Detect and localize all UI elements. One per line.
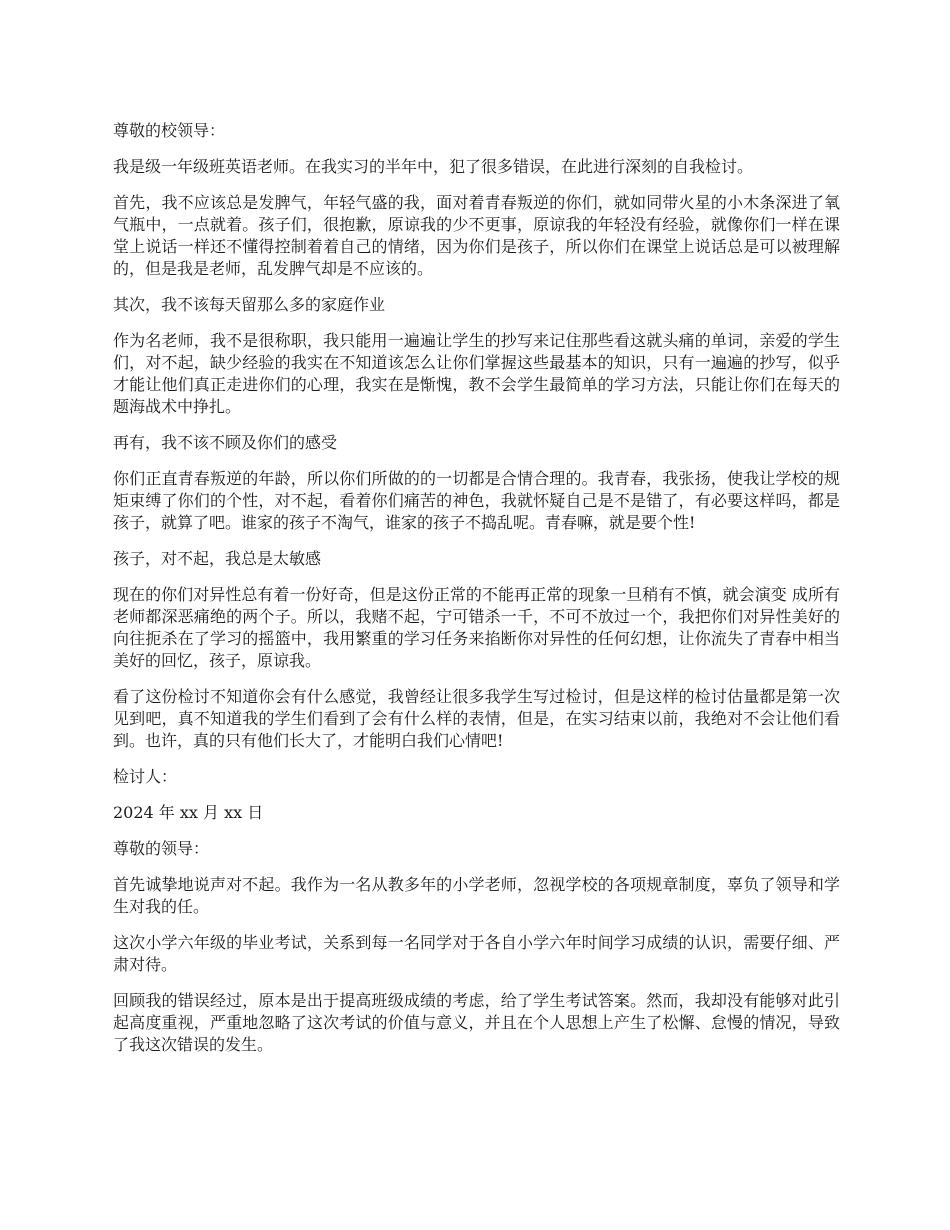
heading-second-homework: 其次，我不该每天留那么多的家庭作业 (113, 295, 386, 314)
paragraph-apology: 首先诚挚地说声对不起。我作为一名从教多年的小学老师，忽视学校的各项规章制度，辜负了领导和学生对我的任。 (113, 875, 840, 916)
paragraph-review: 回顾我的错误经过，原本是出于提高班级成绩的考虑，给了学生考试答案。然而，我却没有能够对此引起高度重视，严重地忽略了这次考试的价值与意义，并且在个人思想上产生了松懈、怠慢的情况，导致了我这次错误的发生。 (113, 991, 840, 1054)
paragraph-intro: 我是级一年级班英语老师。在我实习的半年中，犯了很多错误，在此进行深刻的自我检讨。 (113, 157, 754, 176)
salutation-school-leaders: 尊敬的校领导： (113, 121, 226, 140)
document-page (113, 120, 840, 1070)
paragraph-homework: 作为名老师，我不是很称职，我只能用一遍遍让学生的抄写来记住那些看这就头痛的单词，亲爱的学生们，对不起，缺少经验的我实在不知道该怎么让你们掌握这些最基本的知识，只有一遍遍的抄写，似乎才能让他们真正走进你们的心理，我实在是惭愧，教不会学生最简单的学习方法，只能让你们在每天的题海战术中挣扎。 (113, 331, 840, 416)
paragraph-exam: 这次小学六年级的毕业考试，关系到每一名同学对于各自小学六年时间学习成绩的认识，需要仔细、严肃对待。 (113, 933, 840, 974)
paragraph-feelings: 你们正直青春叛逆的年龄，所以你们所做的的一切都是合情合理的。我青春，我张扬，使我让学校的规矩束缚了你们的个性，对不起，看着你们痛苦的神色，我就怀疑自己是不是错了，有必要这样吗，都是孩子，就算了吧。谁家的孩子不淘气，谁家的孩子不捣乱呢。青春嘛，就是要个性! (113, 469, 840, 532)
paragraph-first-temper: 首先，我不应该总是发脾气，年轻气盛的我，面对着青春叛逆的你们，就如同带火星的小木条深进了氧气瓶中，一点就着。孩子们，很抱歉，原谅我的少不更事，原谅我的年轻没有经验，就像你们一样在课堂上说话一样还不懂得控制着着自己的情绪，因为你们是孩子，所以你们在课堂上说话总是可以被理解的，但是我是老师，乱发脾气却是不应该的。 (113, 193, 840, 278)
signature-label: 检讨人： (113, 767, 178, 786)
heading-sensitive: 孩子，对不起，我总是太敏感 (113, 549, 322, 568)
paragraph-sensitive: 现在的你们对异性总有着一份好奇，但是这份正常的不能再正常的现象一旦稍有不慎，就会演变 成所有老师都深恶痛绝的两个子。所以，我赌不起，宁可错杀一千，不可不放过一个，我把你们对异性美好的向往扼杀在了学习的摇篮中，我用繁重的学习任务来掐断你对异性的任何幻想，让你流失了青春中相当美好的回忆，孩子，原谅我。 (113, 585, 840, 670)
heading-third-feelings: 再有，我不该不顾及你们的感受 (113, 433, 338, 452)
date-line: 2024 年 xx 月 xx 日 (113, 803, 264, 822)
salutation-leaders: 尊敬的领导： (113, 839, 210, 858)
paragraph-conclusion: 看了这份检讨不知道你会有什么感觉，我曾经让很多我学生写过检讨，但是这样的检讨估量都是第一次见到吧，真不知道我的学生们看到了会有什么样的表情，但是，在实习结束以前，我绝对不会让他们看到。也许，真的只有他们长大了，才能明白我们心情吧! (113, 687, 840, 750)
